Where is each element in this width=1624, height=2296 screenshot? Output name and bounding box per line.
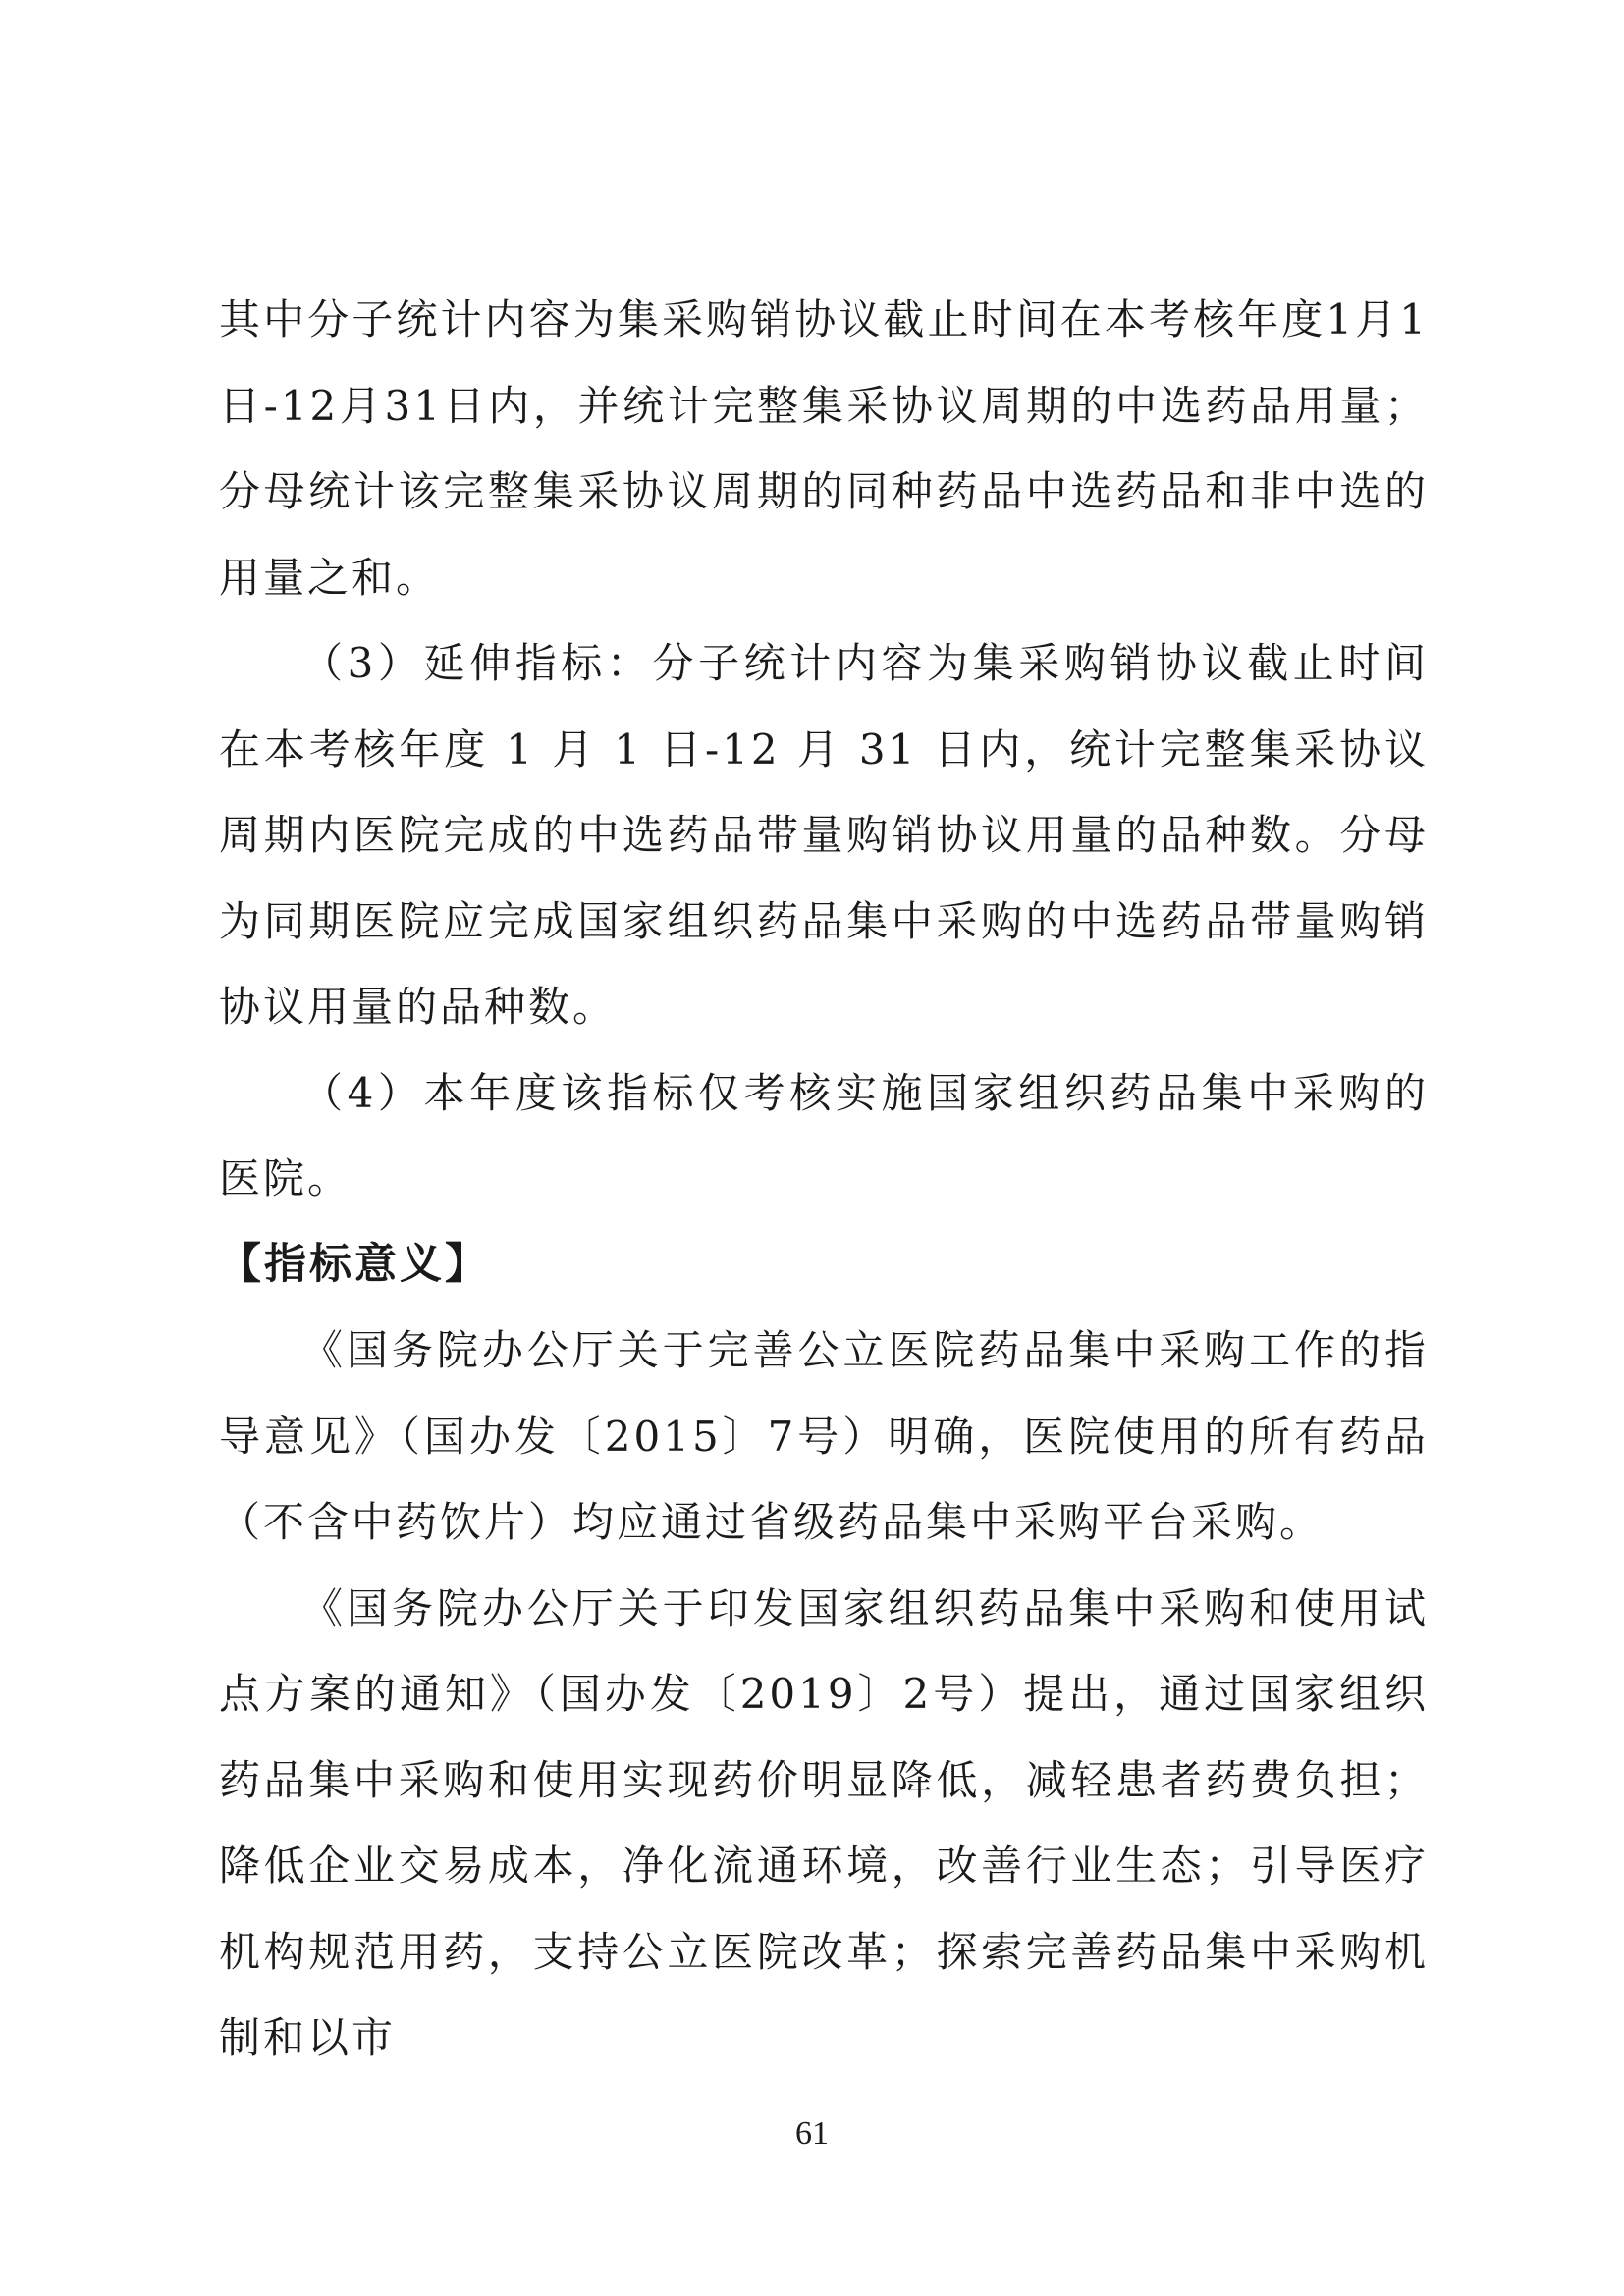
paragraph-guideline-2015: 《国务院办公厅关于完善公立医院药品集中采购工作的指导意见》（国办发〔2015〕7号）明确，医院使用的所有药品（不含中药饮片）均应通过省级药品集中采购平台采购。 xyxy=(219,1326,1429,1546)
page-body xyxy=(219,277,1429,2081)
section-heading-indicator-significance: 【指标意义】 xyxy=(219,1239,490,1289)
paragraph-notice-2019: 《国务院办公厅关于印发国家组织药品集中采购和使用试点方案的通知》（国办发〔2019〕2号）提出，通过国家组织药品集中采购和使用实现药价明显降低，减轻患者药费负担；降低企业交易成本，净化流通环境，改善行业生态；引导医疗机构规范用药，支持公立医院改革；探索完善药品集中采购机制和以市 xyxy=(219,1583,1429,2061)
paragraph-annual-scope: （4）本年度该指标仅考核实施国家组织药品集中采购的医院。 xyxy=(219,1068,1429,1202)
page-number: 61 xyxy=(795,2115,829,2152)
paragraph-continuation: 其中分子统计内容为集采购销协议截止时间在本考核年度1月1日-12月31日内，并统计完整集采协议周期的中选药品用量；分母统计该完整集采协议周期的同种药品中选药品和非中选的用量之和。 xyxy=(219,295,1429,602)
paragraph-extension-indicator: （3）延伸指标：分子统计内容为集采购销协议截止时间在本考核年度 1 月 1 日-12 月 31 日内，统计完整集采协议周期内医院完成的中选药品带量购销协议用量的品种数。分母为同期医院应完成国家组织药品集中采购的中选药品带量购销协议用量的品种数。 xyxy=(219,639,1429,1031)
